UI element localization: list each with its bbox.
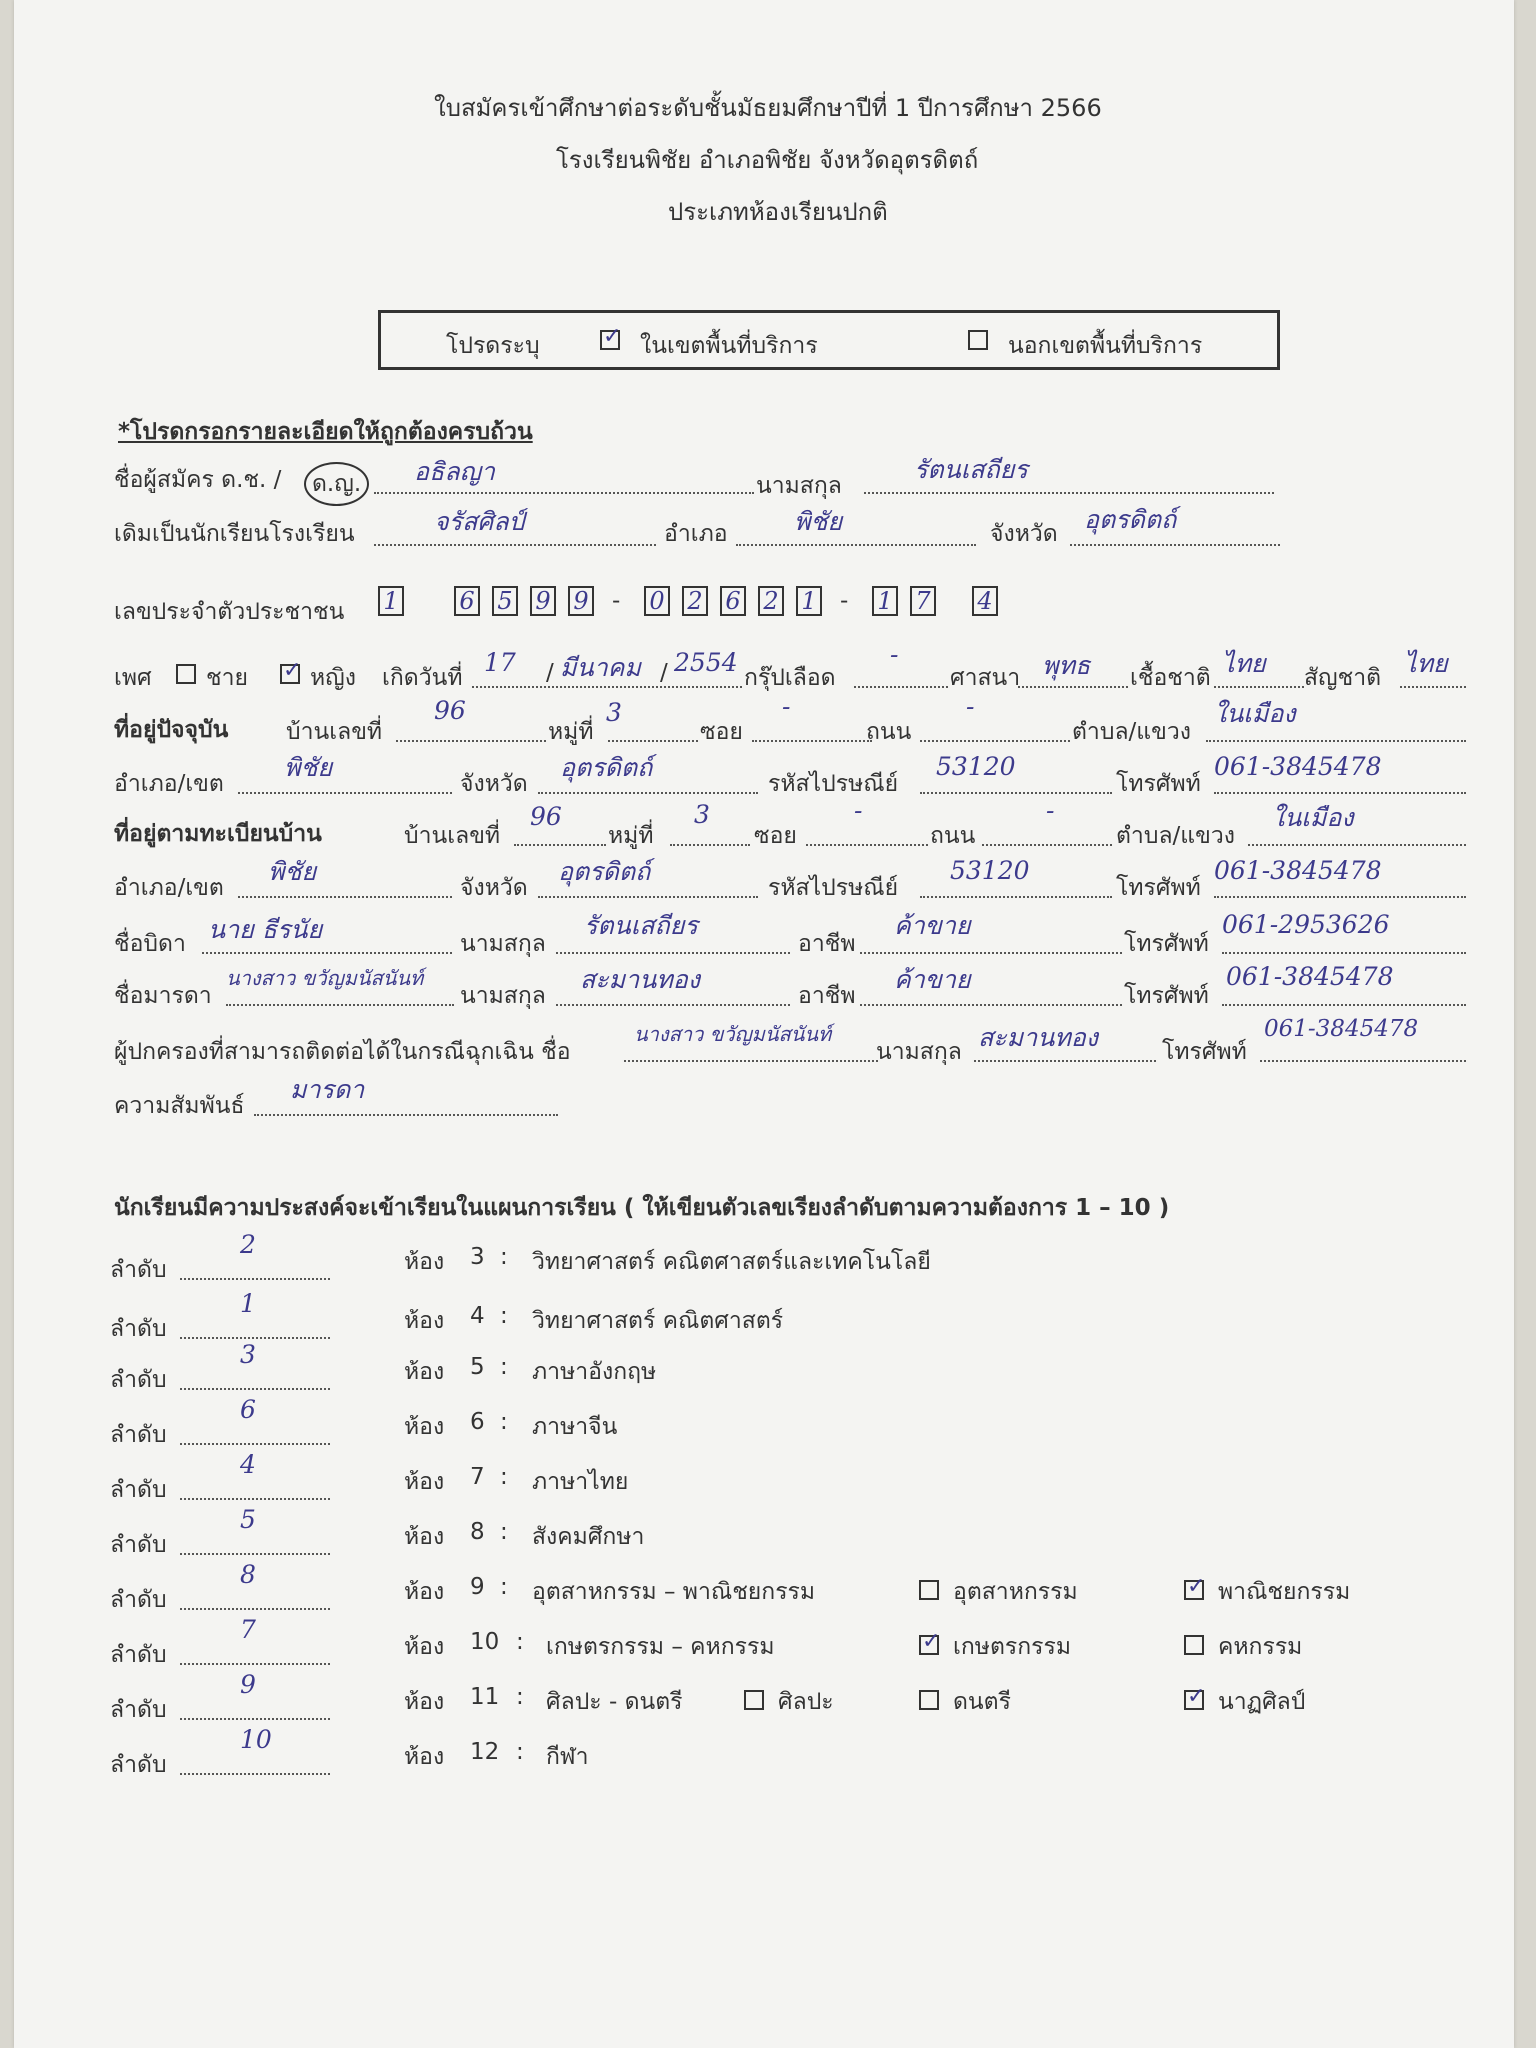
birth-month[interactable]: มีนาคม xyxy=(560,653,641,682)
surname[interactable]: รัตนเสถียร xyxy=(914,455,1028,484)
room-colon: : xyxy=(516,1684,524,1710)
guardian-name[interactable]: นางสาว ขวัญมนัสนันท์ xyxy=(634,1022,832,1046)
road-label: ถนน xyxy=(866,719,912,745)
rank-label: ลำดับ xyxy=(110,1257,167,1283)
plan-option-checkbox[interactable] xyxy=(1184,1580,1204,1600)
soi-line xyxy=(752,740,872,742)
gender-label: เพศ xyxy=(114,665,152,691)
rank-label: ลำดับ xyxy=(110,1422,167,1448)
soi-line xyxy=(806,844,928,846)
nationality[interactable]: ไทย xyxy=(1404,649,1448,678)
room-label: ห้อง xyxy=(404,1689,445,1715)
plan-option-checkbox[interactable] xyxy=(1184,1690,1204,1710)
registered-house[interactable]: 96 xyxy=(530,802,562,831)
id-digit[interactable]: 5 xyxy=(492,586,518,616)
blood-group[interactable]: - xyxy=(890,640,899,669)
school-line xyxy=(374,544,656,546)
rank-line xyxy=(180,1553,330,1555)
in-area-label: ในเขตพื้นที่บริการ xyxy=(640,333,818,359)
out-area-label: นอกเขตพื้นที่บริการ xyxy=(1008,333,1203,359)
id-digit[interactable]: 1 xyxy=(378,586,404,616)
room-number: 3 xyxy=(470,1244,485,1270)
rank-value[interactable]: 4 xyxy=(240,1450,256,1479)
soi-label: ซอย xyxy=(700,719,743,745)
road-line xyxy=(982,844,1112,846)
district-line xyxy=(238,792,452,794)
mother-phone-label: โทรศัพท์ xyxy=(1124,983,1209,1009)
father-surname-line xyxy=(556,952,790,954)
registered-address-title: ที่อยู่ตามทะเบียนบ้าน xyxy=(114,821,322,847)
father-phone-line xyxy=(1222,952,1466,954)
room-number: 6 xyxy=(470,1409,485,1435)
current-house[interactable]: 96 xyxy=(434,696,466,725)
birth-day[interactable]: 17 xyxy=(484,648,516,677)
nationality-label: สัญชาติ xyxy=(1304,665,1382,691)
moo-label: หมู่ที่ xyxy=(548,719,594,745)
room-number: 7 xyxy=(470,1464,485,1490)
registered-phone[interactable]: 061-3845478 xyxy=(1214,856,1382,885)
guardian-surname[interactable]: สะมานทอง xyxy=(978,1023,1098,1052)
rank-label: ลำดับ xyxy=(110,1532,167,1558)
current-phone[interactable]: 061-3845478 xyxy=(1214,752,1382,781)
rank-label: ลำดับ xyxy=(110,1316,167,1342)
mother-phone[interactable]: 061-3845478 xyxy=(1226,962,1394,991)
room-label: ห้อง xyxy=(404,1744,445,1770)
moo-line xyxy=(670,844,750,846)
room-label: ห้อง xyxy=(404,1308,445,1334)
room-number: 5 xyxy=(470,1354,485,1380)
male-label: ชาย xyxy=(206,665,249,691)
father-job-label: อาชีพ xyxy=(798,931,856,957)
guardian-surname-line xyxy=(974,1060,1156,1062)
classroom-type: ประเภทห้องเรียนปกติ xyxy=(668,198,888,226)
room-colon: : xyxy=(500,1464,508,1490)
rank-line xyxy=(180,1608,330,1610)
mother-name[interactable]: นางสาว ขวัญมนัสนันท์ xyxy=(226,966,424,990)
religion-line xyxy=(1018,686,1128,688)
province-label: จังหวัด xyxy=(460,771,528,797)
id-digit[interactable]: 7 xyxy=(910,586,936,616)
race-line xyxy=(1214,686,1304,688)
guardian-phone[interactable]: 061-3845478 xyxy=(1264,1016,1419,1042)
postal-line xyxy=(920,792,1112,794)
plan-option-label: ดนตรี xyxy=(953,1689,1011,1715)
subdistrict-line xyxy=(1206,740,1466,742)
plan-name: ภาษาไทย xyxy=(532,1469,629,1495)
guardian-name-line xyxy=(624,1060,878,1062)
rank-line xyxy=(180,1388,330,1390)
district-label: อำเภอ xyxy=(664,521,728,547)
postal-line xyxy=(920,896,1112,898)
father-surname[interactable]: รัตนเสถียร xyxy=(584,911,698,940)
plan-option-label: พาณิชยกรรม xyxy=(1218,1579,1351,1605)
blood-line xyxy=(854,686,948,688)
mother-surname-label: นามสกุล xyxy=(460,983,546,1009)
religion[interactable]: พุทธ xyxy=(1042,651,1091,680)
room-colon: : xyxy=(516,1629,524,1655)
subdistrict-label: ตำบล/แขวง xyxy=(1072,719,1191,745)
postal-label: รหัสไปรษณีย์ xyxy=(768,771,899,797)
id-digit[interactable]: 1 xyxy=(872,586,898,616)
plan-name: วิทยาศาสตร์ คณิตศาสตร์และเทคโนโลยี xyxy=(532,1249,931,1275)
rank-value[interactable]: 6 xyxy=(240,1395,256,1424)
phone-label: โทรศัพท์ xyxy=(1116,771,1201,797)
room-number: 4 xyxy=(470,1303,485,1329)
in-area-checkbox[interactable] xyxy=(600,330,620,350)
rank-value[interactable]: 1 xyxy=(240,1289,256,1318)
religion-label: ศาสนา xyxy=(950,665,1021,691)
rank-line xyxy=(180,1337,330,1339)
postal-label: รหัสไปรษณีย์ xyxy=(768,875,899,901)
rank-line xyxy=(180,1663,330,1665)
rank-label: ลำดับ xyxy=(110,1642,167,1668)
rank-value[interactable]: 7 xyxy=(240,1615,256,1644)
subdistrict-label: ตำบล/แขวง xyxy=(1116,823,1235,849)
province-line xyxy=(538,792,758,794)
moo-label: หมู่ที่ xyxy=(608,823,654,849)
mother-job[interactable]: ค้าขาย xyxy=(894,965,971,994)
applicant-name-label: ชื่อผู้สมัคร ด.ช. / xyxy=(114,467,282,493)
former-school[interactable]: จรัสศิลป์ xyxy=(434,507,525,536)
guardian-surname-label: นามสกุล xyxy=(876,1039,962,1065)
guardian-phone-label: โทรศัพท์ xyxy=(1162,1039,1247,1065)
date-sep: / xyxy=(546,660,554,686)
room-label: ห้อง xyxy=(404,1634,445,1660)
former-school-label: เดิมเป็นนักเรียนโรงเรียน xyxy=(114,521,355,547)
birth-year[interactable]: 2554 xyxy=(674,648,738,677)
current-road[interactable]: - xyxy=(966,692,975,721)
mother-phone-line xyxy=(1222,1004,1466,1006)
father-phone-label: โทรศัพท์ xyxy=(1124,931,1209,957)
father-name[interactable]: นาย ธีรนัย xyxy=(208,915,323,944)
province-label: จังหวัด xyxy=(990,521,1058,547)
blood-label: กรุ๊ปเลือด xyxy=(744,665,836,691)
room-colon: : xyxy=(500,1519,508,1545)
surname-line xyxy=(864,492,1274,494)
instruction: *โปรดกรอกรายละเอียดให้ถูกต้องครบถ้วน xyxy=(118,419,533,445)
house-label: บ้านเลขที่ xyxy=(404,823,501,849)
guardian-label: ผู้ปกครองที่สามารถติดต่อได้ในกรณีฉุกเฉิน ชื่อ xyxy=(114,1039,571,1065)
date-sep: / xyxy=(660,660,668,686)
room-colon: : xyxy=(516,1739,524,1765)
plan-option-label: ศิลปะ xyxy=(778,1689,834,1715)
rank-value[interactable]: 5 xyxy=(240,1505,256,1534)
id-digit[interactable]: 4 xyxy=(972,586,998,616)
rank-value[interactable]: 2 xyxy=(240,1230,256,1259)
current-address-title: ที่อยู่ปัจจุบัน xyxy=(114,717,229,743)
plan-option-label: นาฏศิลป์ xyxy=(1218,1689,1306,1715)
current-postal[interactable]: 53120 xyxy=(936,752,1016,781)
room-number: 10 xyxy=(470,1629,500,1655)
rank-line xyxy=(180,1278,330,1280)
mother-surname[interactable]: สะมานทอง xyxy=(580,965,700,994)
out-area-checkbox[interactable] xyxy=(968,330,988,350)
room-label: ห้อง xyxy=(404,1414,445,1440)
mother-name-line xyxy=(226,1004,454,1006)
female-checkbox[interactable] xyxy=(280,664,300,684)
room-number: 9 xyxy=(470,1574,485,1600)
room-colon: : xyxy=(500,1303,508,1329)
id-digit[interactable]: 1 xyxy=(796,586,822,616)
room-number: 12 xyxy=(470,1739,500,1765)
school-district[interactable]: พิชัย xyxy=(794,507,843,536)
room-label: ห้อง xyxy=(404,1524,445,1550)
male-checkbox[interactable] xyxy=(176,664,196,684)
rank-label: ลำดับ xyxy=(110,1697,167,1723)
plan-option-checkbox[interactable] xyxy=(919,1635,939,1655)
plan-name: กีฬา xyxy=(546,1744,589,1770)
rank-line xyxy=(180,1718,330,1720)
current-moo[interactable]: 3 xyxy=(606,698,622,727)
current-subdistrict[interactable]: ในเมือง xyxy=(1214,699,1296,728)
district-label: อำเภอ/เขต xyxy=(114,875,224,901)
guardian-phone-line xyxy=(1260,1060,1466,1062)
plan-option-label: คหกรรม xyxy=(1218,1634,1303,1660)
registered-road[interactable]: - xyxy=(1046,796,1055,825)
relation-line xyxy=(254,1114,558,1116)
plan-option-checkbox[interactable] xyxy=(919,1690,939,1710)
plan-name: ภาษาอังกฤษ xyxy=(532,1359,657,1385)
school-name: โรงเรียนพิชัย อำเภอพิชัย จังหวัดอุตรดิตถ์ xyxy=(556,146,979,174)
phone-line xyxy=(1214,792,1466,794)
district-label: อำเภอ/เขต xyxy=(114,771,224,797)
race[interactable]: ไทย xyxy=(1222,649,1266,678)
race-label: เชื้อชาติ xyxy=(1130,665,1211,691)
father-phone[interactable]: 061-2953626 xyxy=(1222,910,1390,939)
plan-name: สังคมศึกษา xyxy=(532,1524,645,1550)
id-digit[interactable]: 2 xyxy=(758,586,784,616)
current-soi[interactable]: - xyxy=(782,692,791,721)
birth-label: เกิดวันที่ xyxy=(382,665,463,691)
id-digit[interactable]: 0 xyxy=(644,586,670,616)
plan-name: ภาษาจีน xyxy=(532,1414,618,1440)
nationality-line xyxy=(1400,686,1466,688)
road-label: ถนน xyxy=(930,823,976,849)
rank-label: ลำดับ xyxy=(110,1752,167,1778)
plan-name: เกษตรกรรม – คหกรรม xyxy=(546,1634,775,1660)
id-digit[interactable]: 9 xyxy=(568,586,594,616)
id-dash: - xyxy=(840,588,849,614)
registered-district[interactable]: พิชัย xyxy=(268,857,317,886)
house-label: บ้านเลขที่ xyxy=(286,719,383,745)
mother-job-line xyxy=(860,1004,1122,1006)
road-line xyxy=(920,740,1070,742)
school-province[interactable]: อุตรดิตถ์ xyxy=(1084,505,1177,534)
house-line xyxy=(396,740,546,742)
rank-label: ลำดับ xyxy=(110,1477,167,1503)
form-title: ใบสมัครเข้าศึกษาต่อระดับชั้นมัธยมศึกษาปีที่ 1 ปีการศึกษา 2566 xyxy=(434,94,1102,122)
registered-postal[interactable]: 53120 xyxy=(950,856,1030,885)
soi-label: ซอย xyxy=(754,823,797,849)
registered-soi[interactable]: - xyxy=(854,796,863,825)
rank-line xyxy=(180,1443,330,1445)
rank-label: ลำดับ xyxy=(110,1587,167,1613)
room-number: 11 xyxy=(470,1684,500,1710)
father-job-line xyxy=(860,952,1122,954)
rank-value[interactable]: 3 xyxy=(240,1340,256,1369)
rank-value[interactable]: 8 xyxy=(240,1560,256,1589)
subdistrict-line xyxy=(1248,844,1466,846)
district-line xyxy=(238,896,452,898)
room-colon: : xyxy=(500,1409,508,1435)
house-line xyxy=(514,844,606,846)
province-line xyxy=(1070,544,1280,546)
room-label: ห้อง xyxy=(404,1249,445,1275)
province-label: จังหวัด xyxy=(460,875,528,901)
room-colon: : xyxy=(500,1244,508,1270)
scope-label: โปรดระบุ xyxy=(446,333,540,359)
rank-line xyxy=(180,1773,330,1775)
current-province[interactable]: อุตรดิตถ์ xyxy=(560,753,653,782)
rank-line xyxy=(180,1498,330,1500)
application-form xyxy=(14,0,1514,2048)
citizen-id-label: เลขประจำตัวประชาชน xyxy=(114,599,345,625)
id-digit[interactable]: 9 xyxy=(530,586,556,616)
plan-option-checkbox[interactable] xyxy=(1184,1635,1204,1655)
room-colon: : xyxy=(500,1574,508,1600)
rank-value[interactable]: 10 xyxy=(240,1725,272,1754)
room-colon: : xyxy=(500,1354,508,1380)
id-digit[interactable]: 6 xyxy=(720,586,746,616)
registered-subdistrict[interactable]: ในเมือง xyxy=(1272,803,1354,832)
plan-option-label: เกษตรกรรม xyxy=(953,1634,1072,1660)
first-name-line xyxy=(374,492,754,494)
father-surname-label: นามสกุล xyxy=(460,931,546,957)
id-digit[interactable]: 2 xyxy=(682,586,708,616)
province-line xyxy=(538,896,758,898)
mother-surname-line xyxy=(556,1004,790,1006)
current-district[interactable]: พิชัย xyxy=(284,753,333,782)
plan-option-label: อุตสาหกรรม xyxy=(953,1579,1078,1605)
id-dash: - xyxy=(612,588,621,614)
phone-label: โทรศัพท์ xyxy=(1116,875,1201,901)
surname-label: นามสกุล xyxy=(756,473,842,499)
female-label: หญิง xyxy=(310,665,356,691)
plans-title: นักเรียนมีความประสงค์จะเข้าเรียนในแผนการเรียน ( ให้เขียนตัวเลขเรียงลำดับตามความต้องการ 1 – 10 ) xyxy=(114,1195,1170,1221)
district-line xyxy=(736,544,976,546)
room-label: ห้อง xyxy=(404,1359,445,1385)
room-label: ห้อง xyxy=(404,1579,445,1605)
room-label: ห้อง xyxy=(404,1469,445,1495)
plan-name: อุตสาหกรรม – พาณิชยกรรม xyxy=(532,1579,816,1605)
father-name-line xyxy=(202,952,452,954)
registered-province[interactable]: อุตรดิตถ์ xyxy=(558,857,651,886)
prefix-selected: ด.ญ. xyxy=(304,462,369,506)
phone-line xyxy=(1214,896,1466,898)
relation[interactable]: มารดา xyxy=(290,1075,365,1104)
rank-value[interactable]: 9 xyxy=(240,1670,256,1699)
moo-line xyxy=(608,740,698,742)
plan-name: ศิลปะ - ดนตรี xyxy=(546,1689,683,1715)
mother-label: ชื่อมารดา xyxy=(114,983,212,1009)
registered-moo[interactable]: 3 xyxy=(694,800,710,829)
plan-name: วิทยาศาสตร์ คณิตศาสตร์ xyxy=(532,1308,784,1334)
mother-job-label: อาชีพ xyxy=(798,983,856,1009)
first-name[interactable]: อธิลญา xyxy=(414,457,495,486)
id-digit[interactable]: 6 xyxy=(454,586,480,616)
room-number: 8 xyxy=(470,1519,485,1545)
relation-label: ความสัมพันธ์ xyxy=(114,1093,245,1119)
father-label: ชื่อบิดา xyxy=(114,931,186,957)
father-job[interactable]: ค้าขาย xyxy=(894,911,971,940)
plan-option-checkbox[interactable] xyxy=(744,1690,764,1710)
plan-option-checkbox[interactable] xyxy=(919,1580,939,1600)
rank-label: ลำดับ xyxy=(110,1367,167,1393)
